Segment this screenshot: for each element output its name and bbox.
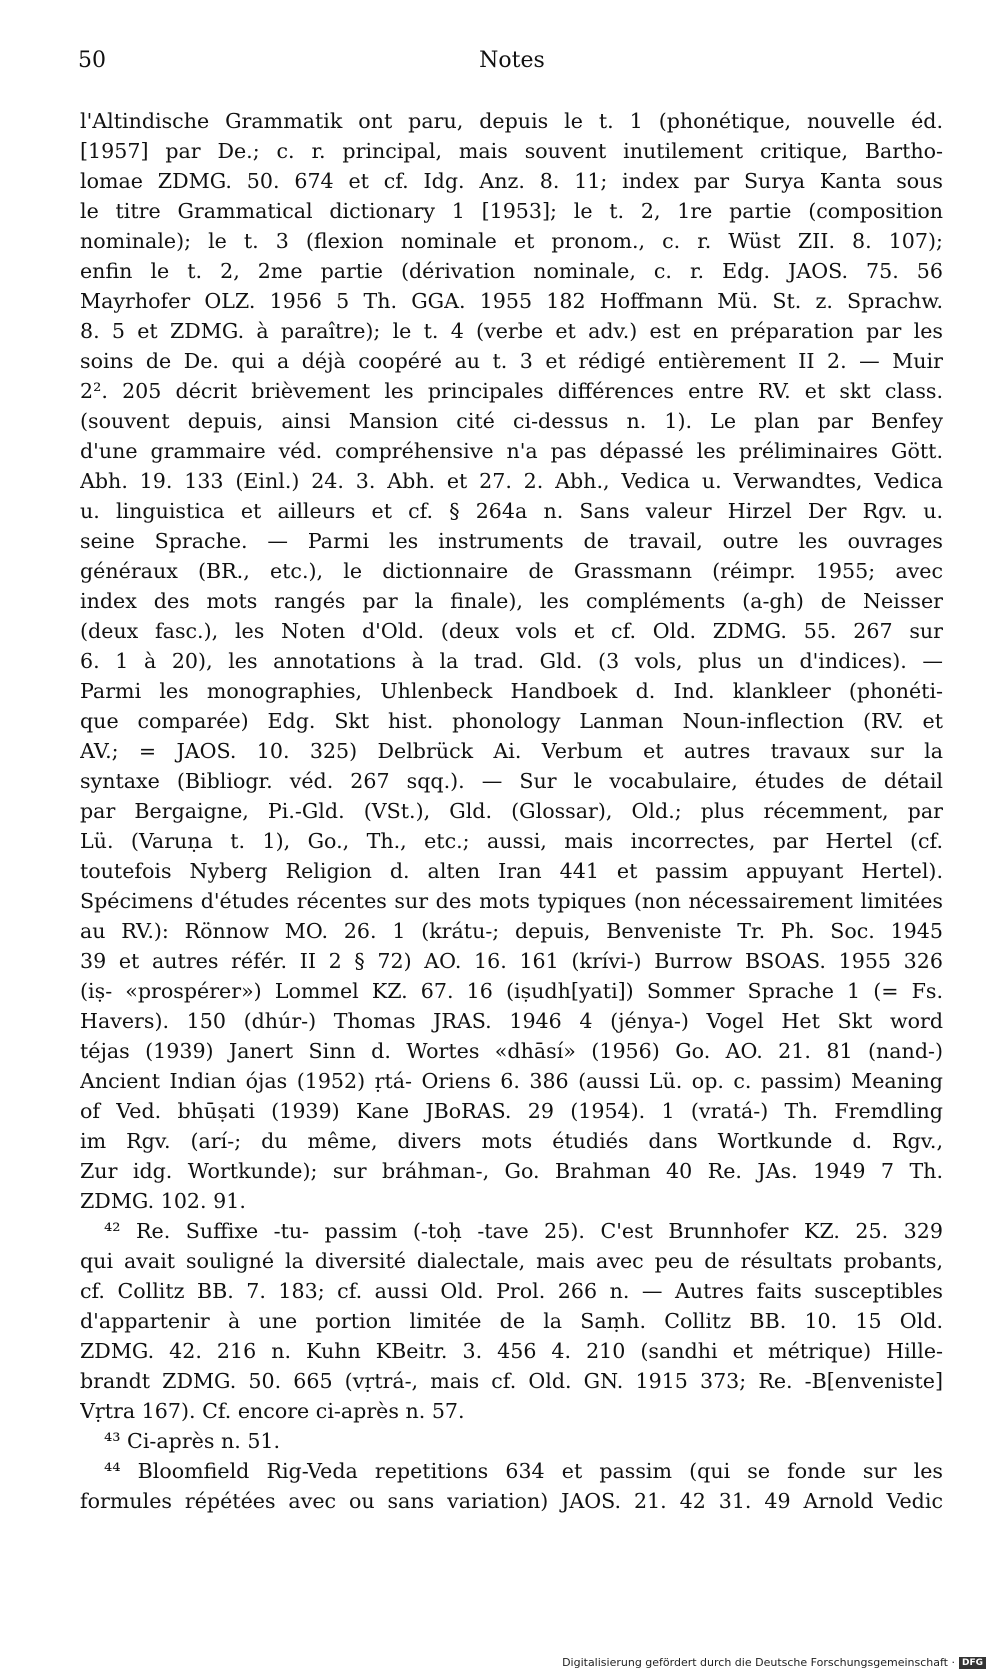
text-line: nominale); le t. 3 (flexion nominale et pronom., c. r. Wüst ZII. 8. 107);	[80, 229, 943, 253]
text-line: Spécimens d'études récentes sur des mots typiques (non nécessairement limitées	[80, 889, 943, 913]
text-line: d'une grammaire véd. compréhensive n'a pas dépassé les préliminaires Gött.	[80, 439, 943, 463]
digitization-footer	[562, 1656, 986, 1669]
text-line: le titre Grammatical dictionary 1 [1953]; le t. 2, 1re partie (composition	[80, 199, 943, 223]
text-line: Zur idg. Wortkunde); sur bráhman-, Go. Brahman 40 Re. JAs. 1949 7 Th.	[80, 1159, 943, 1183]
text-line: Mayrhofer OLZ. 1956 5 Th. GGA. 1955 182 Hoffmann Mü. St. z. Sprachw.	[80, 289, 943, 313]
text-line: [1957] par De.; c. r. principal, mais souvent inutilement critique, Bartho-	[80, 139, 943, 163]
text-line: soins de De. qui a déjà coopéré au t. 3 et rédigé entièrement II 2. — Muir	[80, 349, 943, 373]
footnote-44-line: ⁴⁴ Bloomfield Rig-Veda repetitions 634 et passim (qui se fonde sur les	[104, 1459, 943, 1483]
text-line: ZDMG. 102. 91.	[80, 1189, 246, 1213]
footnote-43-line: ⁴³ Ci-après n. 51.	[104, 1429, 281, 1453]
text-line: 6. 1 à 20), les annotations à la trad. Gld. (3 vols, plus un d'indices). —	[80, 649, 943, 673]
text-line: syntaxe (Bibliogr. véd. 267 sqq.). — Sur le vocabulaire, études de détail	[80, 769, 943, 793]
text-line: AV.; = JAOS. 10. 325) Delbrück Ai. Verbum et autres travaux sur la	[80, 739, 943, 763]
text-line: lomae ZDMG. 50. 674 et cf. Idg. Anz. 8. 11; index par Surya Kanta sous	[80, 169, 943, 193]
text-line: généraux (BR., etc.), le dictionnaire de Grassmann (réimpr. 1955; avec	[80, 559, 943, 583]
footnote-42-line: ⁴² Re. Suffixe -tu- passim (-toḥ -tave 25). C'est Brunnhofer KZ. 25. 329	[104, 1219, 943, 1243]
body-text	[80, 106, 943, 1516]
text-line: au RV.): Rönnow MO. 26. 1 (krátu-; depuis, Benveniste Tr. Ph. Soc. 1945	[80, 919, 943, 943]
text-line: 2². 205 décrit brièvement les principales différences entre RV. et skt class.	[80, 379, 943, 403]
text-line: qui avait souligné la diversité dialectale, mais avec peu de résultats probants,	[80, 1249, 943, 1273]
text-line: of Ved. bhūṣati (1939) Kane JBoRAS. 29 (1954). 1 (vratá-) Th. Fremdling	[80, 1099, 943, 1123]
text-line: l'Altindische Grammatik ont paru, depuis le t. 1 (phonétique, nouvelle éd.	[80, 109, 943, 133]
footer-text: Digitalisierung gefördert durch die Deutsche Forschungsgemeinschaft ·	[562, 1656, 955, 1669]
dfg-logo-icon: DFG	[959, 1657, 986, 1669]
page-header	[78, 48, 946, 84]
text-line: Parmi les monographies, Uhlenbeck Handboek d. Ind. klankleer (phonéti-	[80, 679, 943, 703]
text-line: toutefois Nyberg Religion d. alten Iran 441 et passim appuyant Hertel).	[80, 859, 943, 883]
text-line: 8. 5 et ZDMG. à paraître); le t. 4 (verbe et adv.) est en préparation par les	[80, 319, 943, 343]
text-line: im Rgv. (arí-; du même, divers mots étudiés dans Wortkunde d. Rgv.,	[80, 1129, 943, 1153]
text-line: u. linguistica et ailleurs et cf. § 264a n. Sans valeur Hirzel Der Rgv. u.	[80, 499, 943, 523]
text-line: (iṣ- «prospérer») Lommel KZ. 67. 16 (iṣudh[yati]) Sommer Sprache 1 (= Fs.	[80, 979, 943, 1003]
page-number: 50	[78, 48, 106, 73]
text-line: ZDMG. 42. 216 n. Kuhn KBeitr. 3. 456 4. 210 (sandhi et métrique) Hille-	[80, 1339, 943, 1363]
text-line: brandt ZDMG. 50. 665 (vṛtrá-, mais cf. Old. GN. 1915 373; Re. -B[enveniste]	[80, 1369, 943, 1393]
running-head: Notes	[479, 48, 545, 73]
text-line: 39 et autres référ. II 2 § 72) AO. 16. 161 (krívi-) Burrow BSOAS. 1955 326	[80, 949, 943, 973]
text-line: Ancient Indian ójas (1952) ṛtá- Oriens 6. 386 (aussi Lü. op. c. passim) Meaning	[80, 1069, 943, 1093]
text-line: Vṛtra 167). Cf. encore ci-après n. 57.	[80, 1399, 465, 1423]
text-line: seine Sprache. — Parmi les instruments de travail, outre les ouvrages	[80, 529, 943, 553]
text-line: d'appartenir à une portion limitée de la Saṃh. Collitz BB. 10. 15 Old.	[80, 1309, 943, 1333]
text-line: index des mots rangés par la finale), les compléments (a-gh) de Neisser	[80, 589, 943, 613]
text-line: téjas (1939) Janert Sinn d. Wortes «dhāsí» (1956) Go. AO. 21. 81 (nand-)	[80, 1039, 943, 1063]
text-line: par Bergaigne, Pi.-Gld. (VSt.), Gld. (Glossar), Old.; plus récemment, par	[80, 799, 943, 823]
text-line: Abh. 19. 133 (Einl.) 24. 3. Abh. et 27. 2. Abh., Vedica u. Verwandtes, Vedica	[80, 469, 943, 493]
text-line: (souvent depuis, ainsi Mansion cité ci-dessus n. 1). Le plan par Benfey	[80, 409, 943, 433]
text-line: enfin le t. 2, 2me partie (dérivation nominale, c. r. Edg. JAOS. 75. 56	[80, 259, 943, 283]
text-line: Lü. (Varuṇa t. 1), Go., Th., etc.; aussi, mais incorrectes, par Hertel (cf.	[80, 829, 943, 853]
text-line: Havers). 150 (dhúr-) Thomas JRAS. 1946 4 (jénya-) Vogel Het Skt word	[80, 1009, 943, 1033]
text-line: cf. Collitz BB. 7. 183; cf. aussi Old. Prol. 266 n. — Autres faits susceptibles	[80, 1279, 943, 1303]
text-line: que comparée) Edg. Skt hist. phonology Lanman Noun-inflection (RV. et	[80, 709, 943, 733]
text-line: (deux fasc.), les Noten d'Old. (deux vols et cf. Old. ZDMG. 55. 267 sur	[80, 619, 943, 643]
text-line: formules répétées avec ou sans variation) JAOS. 21. 42 31. 49 Arnold Vedic	[80, 1489, 943, 1513]
